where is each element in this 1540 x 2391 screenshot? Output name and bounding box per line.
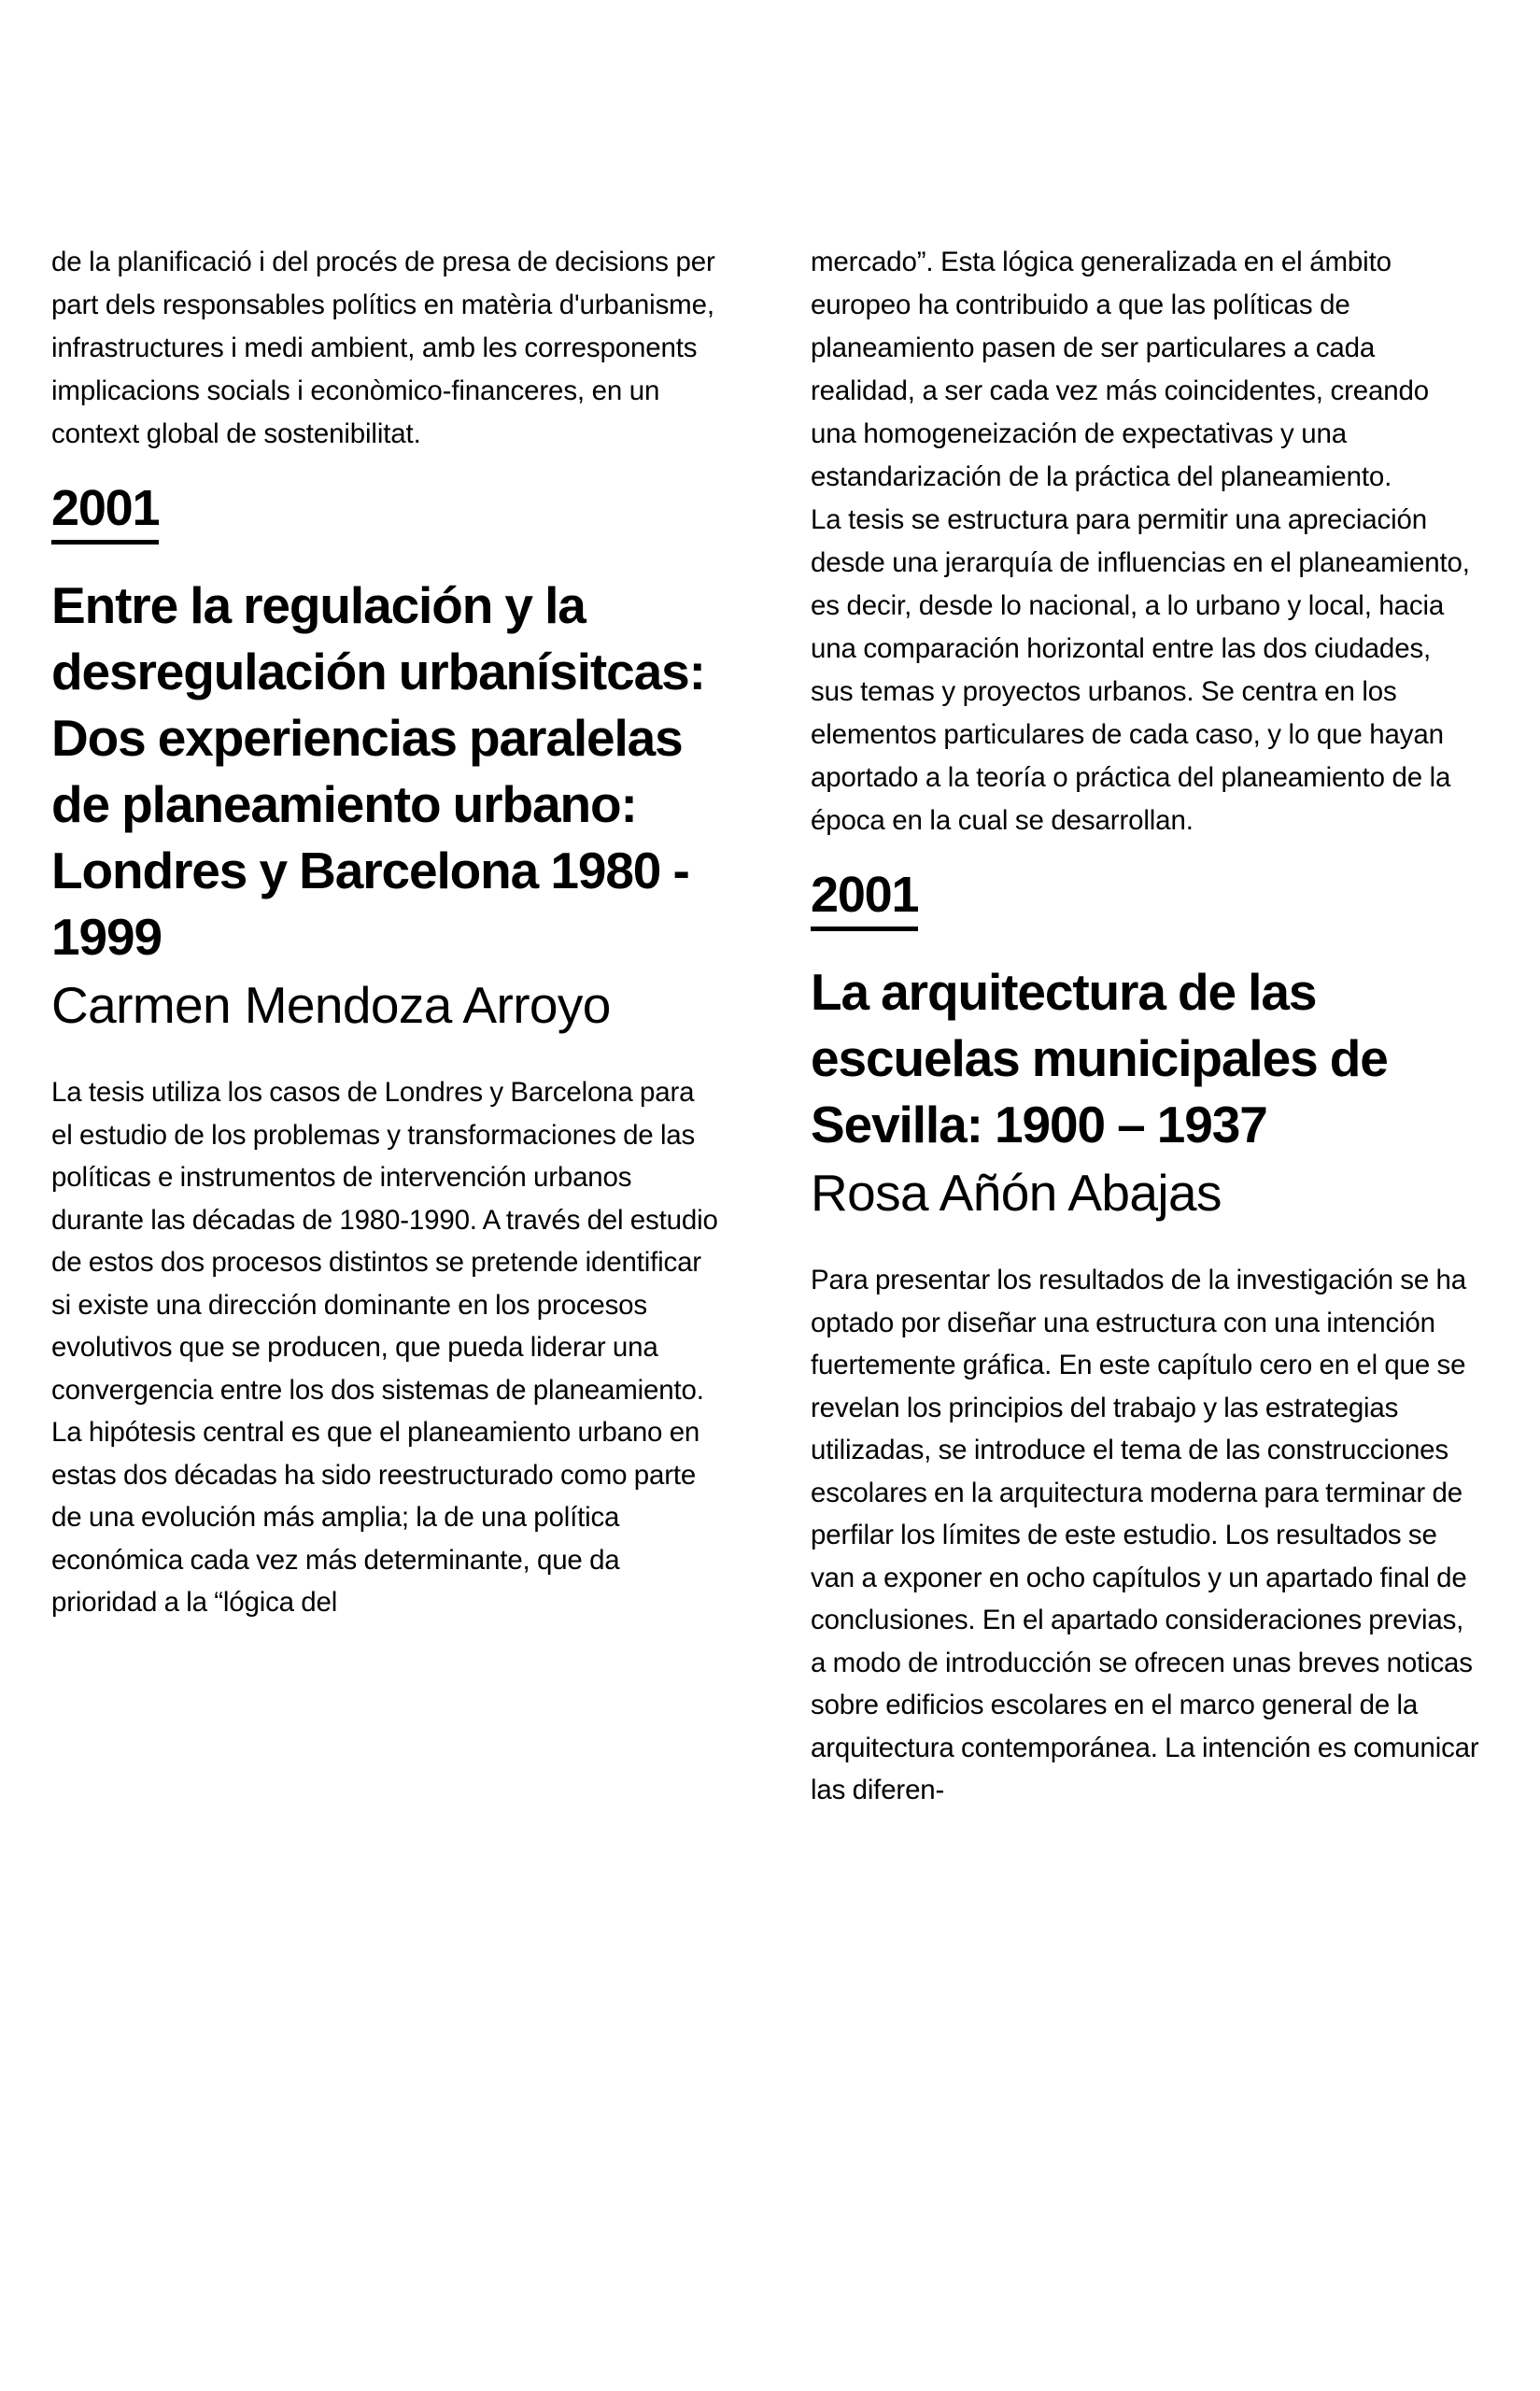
left-entry-author: Carmen Mendoza Arroyo <box>51 976 611 1034</box>
right-continued-paragraph-2: La tesis se estructura para permitir una apreciación desde una jerarquía de influencias en el planeamiento, es decir, desde lo nacional, a lo urbano y local, hacia una comparación horizontal entre las dos ciudades, sus temas y proyectos urbanos. Se centra en los elementos particulares de cada caso, y lo que hayan aportado a la teoría o práctica del planeamiento de la época en la cual se desarrollan. <box>811 504 1470 836</box>
left-column <box>51 241 721 1812</box>
right-column <box>811 241 1480 1812</box>
left-continued-paragraph-text: de la planificació i del procés de presa de decisions per part dels responsables polítics en matèria d'urbanisme, infrastructures i medi ambient, amb les corresponents implicacions socials i econòmico-financeres, en un context global de sostenibilitat. <box>51 247 715 449</box>
left-entry-abstract-text: La tesis utiliza los casos de Londres y Barcelona para el estudio de los problemas y transformaciones de las políticas e instrumentos de intervención urbanos durante las décadas de 1980-1990. A través del estudio de estos dos procesos distintos se pretende identificar si existe una dirección dominante en los procesos evolutivos que se producen, que pueda liderar una convergencia entre los dos sistemas de planeamiento. La hipótesis central es que el planeamiento urbano en estas dos décadas ha sido reestructurado como parte de una evolución más amplia; la de una política económica cada vez más determinante, que da prioridad a la “lógica del <box>51 1077 718 1618</box>
left-entry-year: 2001 <box>51 480 159 545</box>
right-entry-abstract <box>811 1259 1480 1812</box>
right-entry-title: La arquitectura de las escuelas municipales de Sevilla: 1900 – 1937 <box>811 963 1388 1153</box>
right-entry-author: Rosa Añón Abajas <box>811 1164 1222 1222</box>
left-entry-abstract <box>51 1071 721 1624</box>
two-column-layout <box>51 241 1480 1812</box>
left-entry-year-wrap <box>51 456 721 545</box>
right-entry-abstract-text: Para presentar los resultados de la investigación se ha optado por diseñar una estructura con una intención fuertemente gráfica. En este capítulo cero en el que se revelan los principios del trabajo y las estrategias utilizadas, se introduce el tema de las construcciones escolares en la arquitectura moderna para terminar de perfilar los límites de este estudio. Los resultados se van a exponer en ocho capítulos y un apartado final de conclusiones. En el apartado consideraciones previas, a modo de introducción se ofrecen unas breves noticas sobre edificios escolares en el marco general de la arquitectura contemporánea. La intención es comunicar las diferen- <box>811 1265 1479 1805</box>
right-continued-paragraph-1: mercado”. Esta lógica generalizada en el ámbito europeo ha contribuido a que las políticas de planeamiento pasen de ser particulares a cada realidad, a ser cada vez más coincidentes, creando una homogeneización de expectativas y una estandarización de la práctica del planeamiento. <box>811 247 1430 492</box>
right-continued-paragraphs <box>811 241 1480 842</box>
right-entry-year-wrap <box>811 842 1480 931</box>
right-entry-year: 2001 <box>811 867 918 931</box>
left-continued-paragraph <box>51 241 721 456</box>
left-entry-title: Entre la regulación y la desregulación urbanísitcas: Dos experiencias paralelas de planeamiento urbano: Londres y Barcelona 1980 - 1999 <box>51 576 705 966</box>
